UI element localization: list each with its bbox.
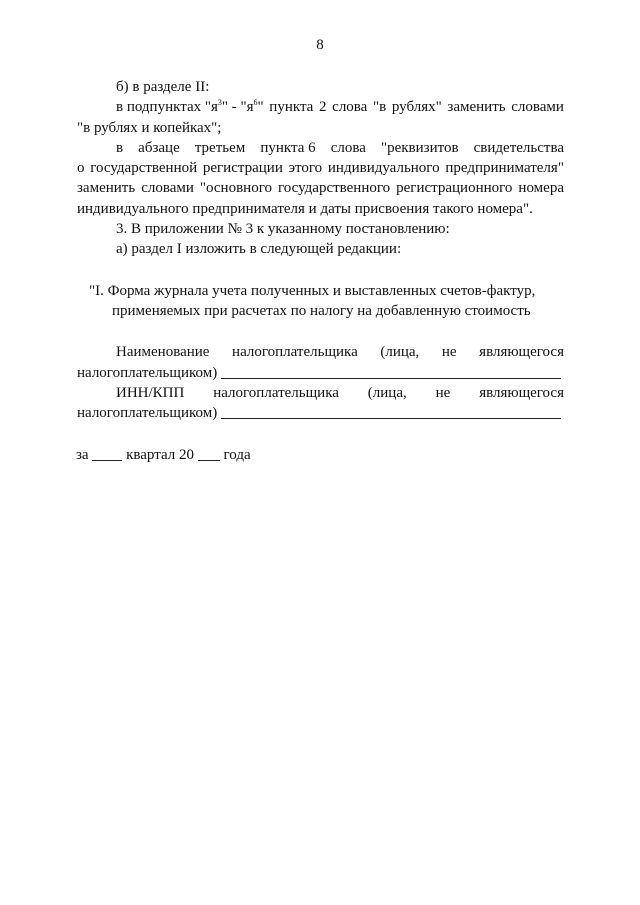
word: (лица, bbox=[380, 344, 420, 361]
word: предпринимателя" bbox=[445, 160, 564, 177]
word: "реквизитов bbox=[380, 139, 459, 156]
word: свидетельства bbox=[473, 139, 564, 156]
subpoints-line-1 bbox=[77, 97, 564, 117]
word: государственной bbox=[90, 160, 198, 177]
subpoints-line-2: "в рублях и копейках"; bbox=[77, 119, 222, 136]
period-prefix: за bbox=[76, 447, 89, 464]
field-label: налогоплательщиком) bbox=[77, 364, 218, 381]
word: словами bbox=[511, 99, 564, 116]
document-body bbox=[77, 77, 564, 466]
inn-field-line-2 bbox=[77, 403, 564, 423]
period-quarter-label: квартал 20 bbox=[126, 447, 194, 464]
word: о bbox=[77, 160, 85, 177]
para3-line-3 bbox=[77, 178, 564, 198]
word: являющегося bbox=[479, 344, 564, 361]
word: не bbox=[441, 344, 457, 361]
name-field-line-1 bbox=[77, 342, 564, 362]
item-3a: а) раздел I изложить в следующей редакции: bbox=[116, 241, 402, 258]
word: словами bbox=[141, 180, 194, 197]
word: рублях" bbox=[391, 99, 442, 116]
inn-blank-line[interactable] bbox=[221, 403, 561, 419]
page-number: 8 bbox=[316, 37, 324, 53]
word: номера bbox=[518, 180, 564, 197]
word: пункта bbox=[269, 99, 314, 116]
name-field-line-2 bbox=[77, 363, 564, 383]
word: государственного bbox=[277, 180, 391, 197]
word: абзаце bbox=[138, 139, 180, 156]
subpoints-range: в подпунктах "$я^3$" - "$я^6$" bbox=[116, 98, 264, 116]
inn-field-line-1 bbox=[77, 383, 564, 403]
form-title bbox=[77, 281, 564, 322]
name-blank-line[interactable] bbox=[221, 363, 561, 379]
word: в bbox=[116, 139, 124, 156]
word: регистрации bbox=[202, 160, 283, 177]
word: заменить bbox=[77, 180, 136, 197]
year-blank[interactable] bbox=[198, 445, 220, 461]
word: налогоплательщика bbox=[232, 344, 358, 361]
word: слова bbox=[332, 99, 368, 116]
form-fields bbox=[77, 342, 564, 423]
form-title-line-2: применяемых при расчетах по налогу на добавленную стоимость bbox=[112, 302, 531, 319]
section-b-heading: б) в разделе II: bbox=[116, 79, 210, 95]
word: (лица, bbox=[367, 384, 407, 401]
word: этого bbox=[288, 160, 323, 177]
word: индивидуального bbox=[327, 160, 440, 177]
word: "основного bbox=[199, 180, 272, 197]
para3-line-1 bbox=[77, 138, 564, 158]
form-title-line-1: "I. Форма журнала учета полученных и выставленных счетов-фактур, bbox=[89, 282, 536, 299]
word: не bbox=[435, 384, 451, 401]
word: Наименование bbox=[116, 344, 210, 361]
para3-line-4: индивидуального предпринимателя и даты присвоения такого номера". bbox=[77, 200, 533, 217]
period-year-label: года bbox=[223, 447, 251, 464]
word: "в bbox=[373, 99, 387, 116]
word: ИНН/КПП bbox=[116, 384, 185, 401]
item-3: 3. В приложении № 3 к указанному постановлению: bbox=[116, 221, 450, 238]
word: слова bbox=[330, 139, 366, 156]
word: пункта 6 bbox=[260, 139, 316, 156]
field-label: налогоплательщиком) bbox=[77, 405, 218, 422]
word: являющегося bbox=[479, 384, 564, 401]
word: заменить bbox=[447, 99, 506, 116]
word: регистрационного bbox=[396, 180, 513, 197]
word: третьем bbox=[194, 139, 246, 156]
quarter-blank[interactable] bbox=[92, 445, 122, 461]
word: 2 bbox=[319, 99, 327, 116]
para3-line-2 bbox=[77, 158, 564, 178]
word: налогоплательщика bbox=[213, 384, 339, 401]
period-line bbox=[76, 445, 564, 465]
